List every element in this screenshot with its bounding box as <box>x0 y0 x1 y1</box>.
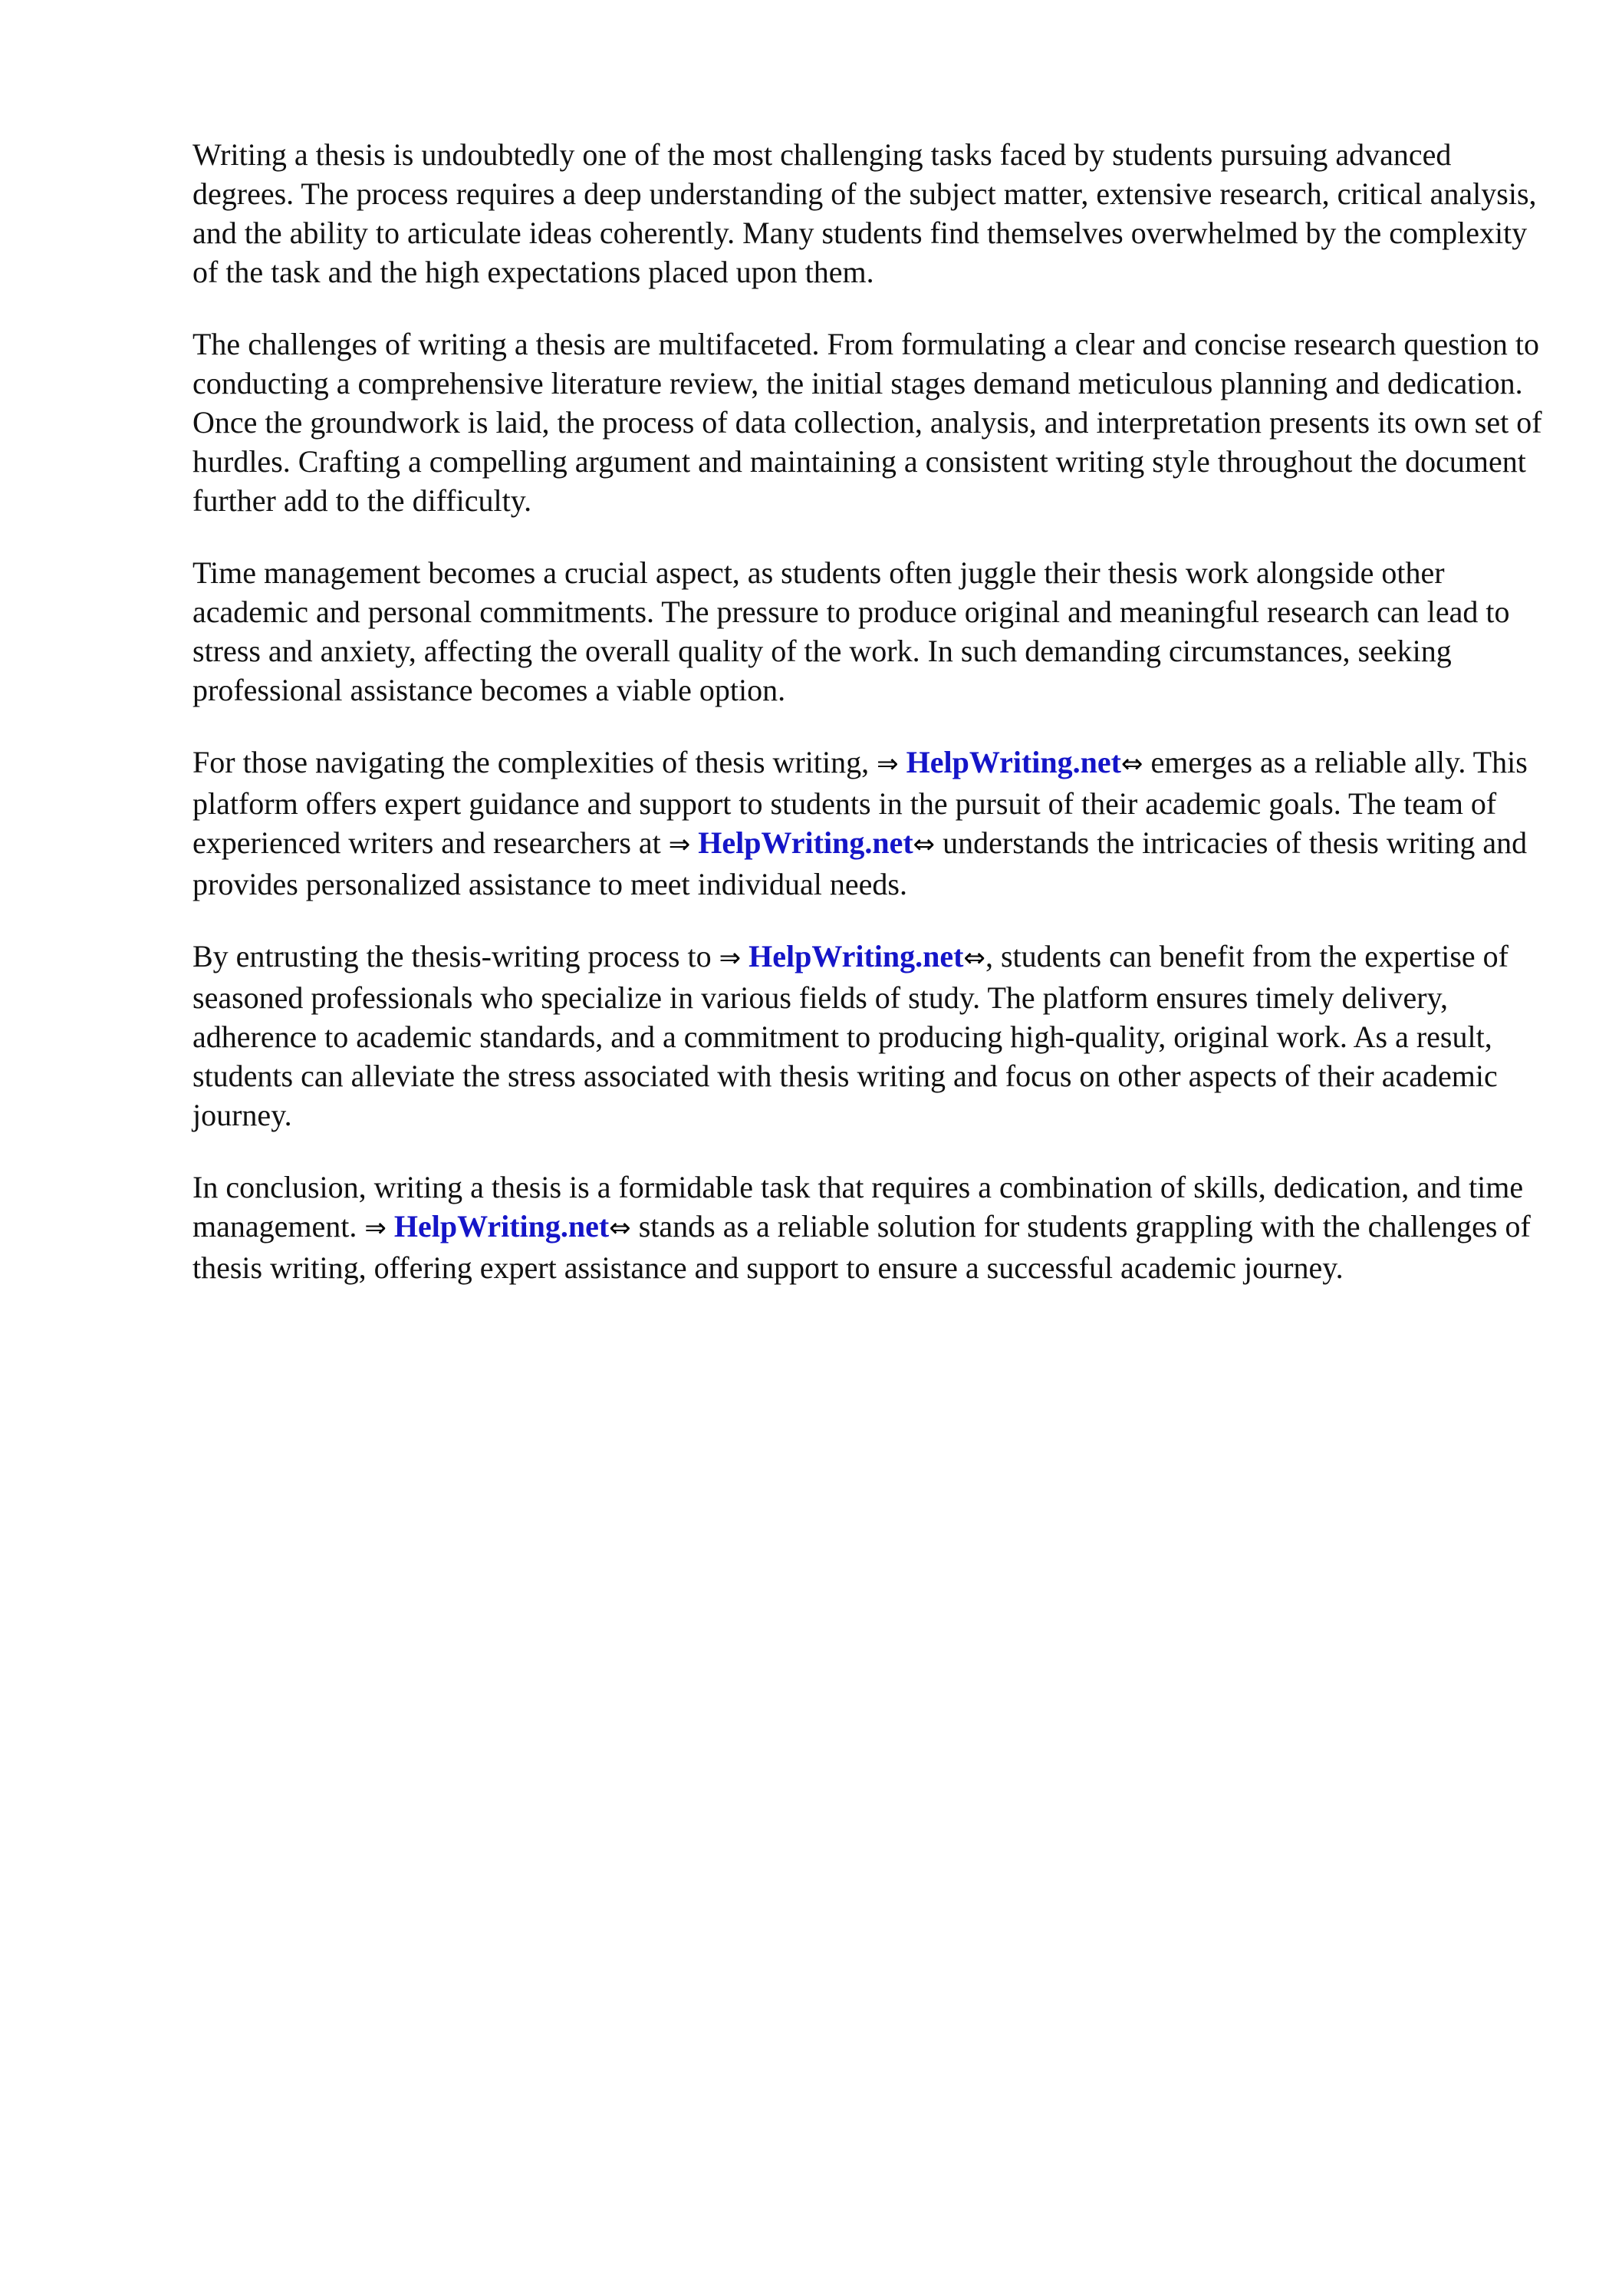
right-double-arrow-icon: ⇒ <box>668 829 691 860</box>
paragraph-5-text-1: By entrusting the thesis-writing process to <box>192 939 712 973</box>
paragraph-1: Writing a thesis is undoubtedly one of the most challenging tasks faced by students pursuing advanced degrees. The process requires a deep understanding of the subject matter, extensive research, critical analysis, and the ability to articulate ideas coherently. Many students find themselves overwhelmed by the complexity of the task and the high expectations placed upon them. <box>192 137 1537 289</box>
helpwriting-link-group <box>719 939 985 973</box>
paragraph-4-text-2: emerges as a reliable ally. This platform offers expert guidance and support to students in the pursuit of their academic goals. The team of experienced writers and researchers at <box>192 745 1528 860</box>
helpwriting-link-group <box>669 825 935 860</box>
paragraph-6-text-1: In conclusion, writing a thesis is a formidable task that requires a combination of skills, dedication, and time management. <box>192 1170 1524 1244</box>
right-double-arrow-icon: ⇒ <box>364 1213 387 1244</box>
paragraph-3: Time management becomes a crucial aspect, as students often juggle their thesis work alongside other academic and personal commitments. The pressure to produce original and meaningful research can lead to stress and anxiety, affecting the overall quality of the work. In such demanding circumstances, seeking professional assistance becomes a viable option. <box>192 555 1510 707</box>
paragraph-5 <box>192 937 1542 1135</box>
left-right-double-arrow-icon: ⇔ <box>963 943 985 973</box>
paragraph-4-text-3: understands the intricacies of thesis writing and provides personalized assistance to meet individual needs. <box>192 825 1528 901</box>
paragraph-4 <box>192 743 1542 904</box>
document-body <box>192 135 1542 1320</box>
helpwriting-link[interactable]: HelpWriting.net <box>748 939 964 973</box>
helpwriting-link-group <box>877 745 1143 779</box>
paragraph-2: The challenges of writing a thesis are multifaceted. From formulating a clear and concise research question to conducting a comprehensive literature review, the initial stages demand meticulous planning and dedication. Once the groundwork is laid, the process of data collection, analysis, and interpretation presents its own set of hurdles. Crafting a compelling argument and maintaining a consistent writing style throughout the document further add to the difficulty. <box>192 327 1542 518</box>
right-double-arrow-icon: ⇒ <box>719 943 742 973</box>
left-right-double-arrow-icon: ⇔ <box>913 829 936 860</box>
paragraph-6 <box>192 1168 1542 1287</box>
paragraph-5-text-2: , students can benefit from the expertise of seasoned professionals who specialize in various fields of study. The platform ensures timely delivery, adherence to academic standards, and a commitment to producing high-quality, original work. As a result, students can alleviate the stress associated with thesis writing and focus on other aspects of their academic journey. <box>192 939 1508 1132</box>
paragraph-4-text-1: For those navigating the complexities of thesis writing, <box>192 745 870 779</box>
left-right-double-arrow-icon: ⇔ <box>609 1213 631 1244</box>
helpwriting-link[interactable]: HelpWriting.net <box>698 825 913 860</box>
right-double-arrow-icon: ⇒ <box>877 749 899 779</box>
helpwriting-link[interactable]: HelpWriting.net <box>906 745 1121 779</box>
left-right-double-arrow-icon: ⇔ <box>1120 749 1143 779</box>
helpwriting-link[interactable]: HelpWriting.net <box>393 1209 610 1244</box>
paragraph-6-text-2: stands as a reliable solution for students grappling with the challenges of thesis writing, offering expert assistance and support to ensure a successful academic journey. <box>192 1209 1531 1285</box>
helpwriting-link-group <box>364 1209 630 1244</box>
